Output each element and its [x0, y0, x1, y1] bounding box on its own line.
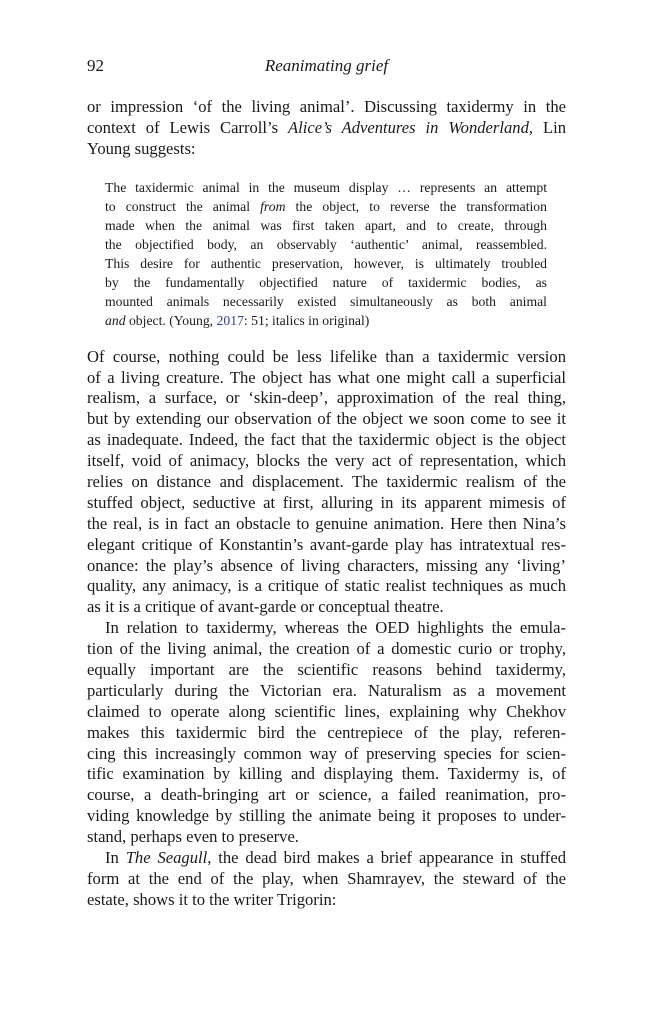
text-line: course, a death-bringing art or science, a failed reanimation, pro- [87, 785, 566, 805]
quote-line: by the fundamentally objectified nature of taxidermic bodies, as [105, 274, 547, 290]
text-line: equally important are the scientific reasons behind taxidermy, [87, 660, 566, 680]
text-line: of a living creature. The object has what one might call a superficial [87, 367, 566, 387]
text-line: but by extending our observation of the object we soon come to see it [87, 409, 566, 429]
text-line: elegant critique of Konstantin’s avant-garde play has intratextual res- [87, 534, 566, 554]
page-header [87, 56, 566, 80]
play-title-seagull: The Seagull [125, 848, 208, 868]
text-run: : 51; italics in original) [243, 312, 370, 328]
emphasis-from: from [260, 198, 286, 214]
paragraph-2 [87, 618, 566, 848]
text-line: estate, shows it to the writer Trigorin: [87, 889, 337, 909]
text-line: or impression ‘of the living animal’. Discussing taxidermy in the [87, 97, 566, 116]
quote-line [105, 311, 547, 330]
text-run: , Lin [528, 117, 566, 137]
text-line: Of course, nothing could be less lifelike than a taxidermic version [87, 346, 566, 366]
quote-line: This desire for authentic preservation, however, is ultimately troubled [105, 255, 547, 271]
body-text [87, 97, 566, 911]
quote-line: The taxidermic animal in the museum display … represents an attempt [105, 179, 547, 195]
text-line: stand, perhaps even to preserve. [87, 827, 299, 847]
paragraph-1 [87, 347, 566, 619]
text-line: as inadequate. Indeed, the fact that the taxidermic object is the object [87, 430, 566, 450]
text-line: the real, is in fact an obstacle to genuine animation. Here then Nina’s [87, 513, 566, 533]
text-line: tific examination by killing and displaying them. Taxidermy is, of [87, 764, 566, 784]
text-line: quality, any animacy, is a critique of static realist techniques as much [87, 576, 566, 596]
text-line: relies on distance and displacement. The taxidermic realism of the [87, 472, 566, 492]
paragraph-3 [87, 848, 566, 911]
text-run: object. (Young, [125, 312, 217, 328]
text-line: stuffed object, seductive at first, alluring in its apparent mimesis of [87, 492, 566, 512]
text-line: tion of the living animal, the creation of a domestic curio or trophy, [87, 639, 566, 659]
text-line: Young suggests: [87, 138, 196, 158]
text-run: context of Lewis Carroll’s [87, 117, 288, 137]
text-run: , the dead bird makes a brief appearance in stuffed [207, 848, 566, 868]
text-line: viding knowledge by stilling the animate being it proposes to under- [87, 806, 566, 826]
text-line: itself, void of animacy, blocks the very act of representation, which [87, 451, 566, 471]
text-line [87, 118, 566, 139]
citation-link-2017[interactable]: 2017 [216, 312, 244, 328]
quote-line: mounted animals necessarily existed simultaneously as both animal [105, 293, 547, 309]
text-run: In [105, 848, 126, 868]
emphasis-and: and [105, 312, 126, 328]
running-head: Reanimating grief [264, 56, 389, 75]
text-line: particularly during the Victorian era. Naturalism as a movement [87, 680, 566, 700]
text-line: realism, a surface, or ‘skin-deep’, approximation of the real thing, [87, 388, 566, 408]
text-line: as it is a critique of avant-garde or conceptual theatre. [87, 597, 444, 617]
text-line: onance: the play’s absence of living characters, missing any ‘living’ [87, 555, 566, 575]
text-run: the object, to reverse the transformation [285, 198, 547, 214]
text-line [87, 848, 566, 869]
book-title-alice: Alice’s Adventures in Wonderland [288, 117, 529, 137]
quote-line [105, 197, 547, 216]
intro-paragraph [87, 97, 566, 160]
block-quote [105, 178, 547, 330]
page-number: 92 [87, 56, 104, 75]
quote-line: made when the animal was first taken apart, and to create, through [105, 217, 547, 233]
text-run: to construct the animal [105, 198, 261, 214]
text-line: claimed to operate along scientific lines, explaining why Chekhov [87, 701, 566, 721]
text-line: cing this increasingly common way of preserving species for scien- [87, 743, 566, 763]
text-line: In relation to taxidermy, whereas the OED highlights the emula- [105, 618, 566, 638]
text-line: form at the end of the play, when Shamrayev, the steward of the [87, 868, 566, 888]
text-line: makes this taxidermic bird the centrepiece of the play, referen- [87, 722, 566, 742]
quote-line: the objectified body, an observably ‘authentic’ animal, reassembled. [105, 236, 547, 252]
